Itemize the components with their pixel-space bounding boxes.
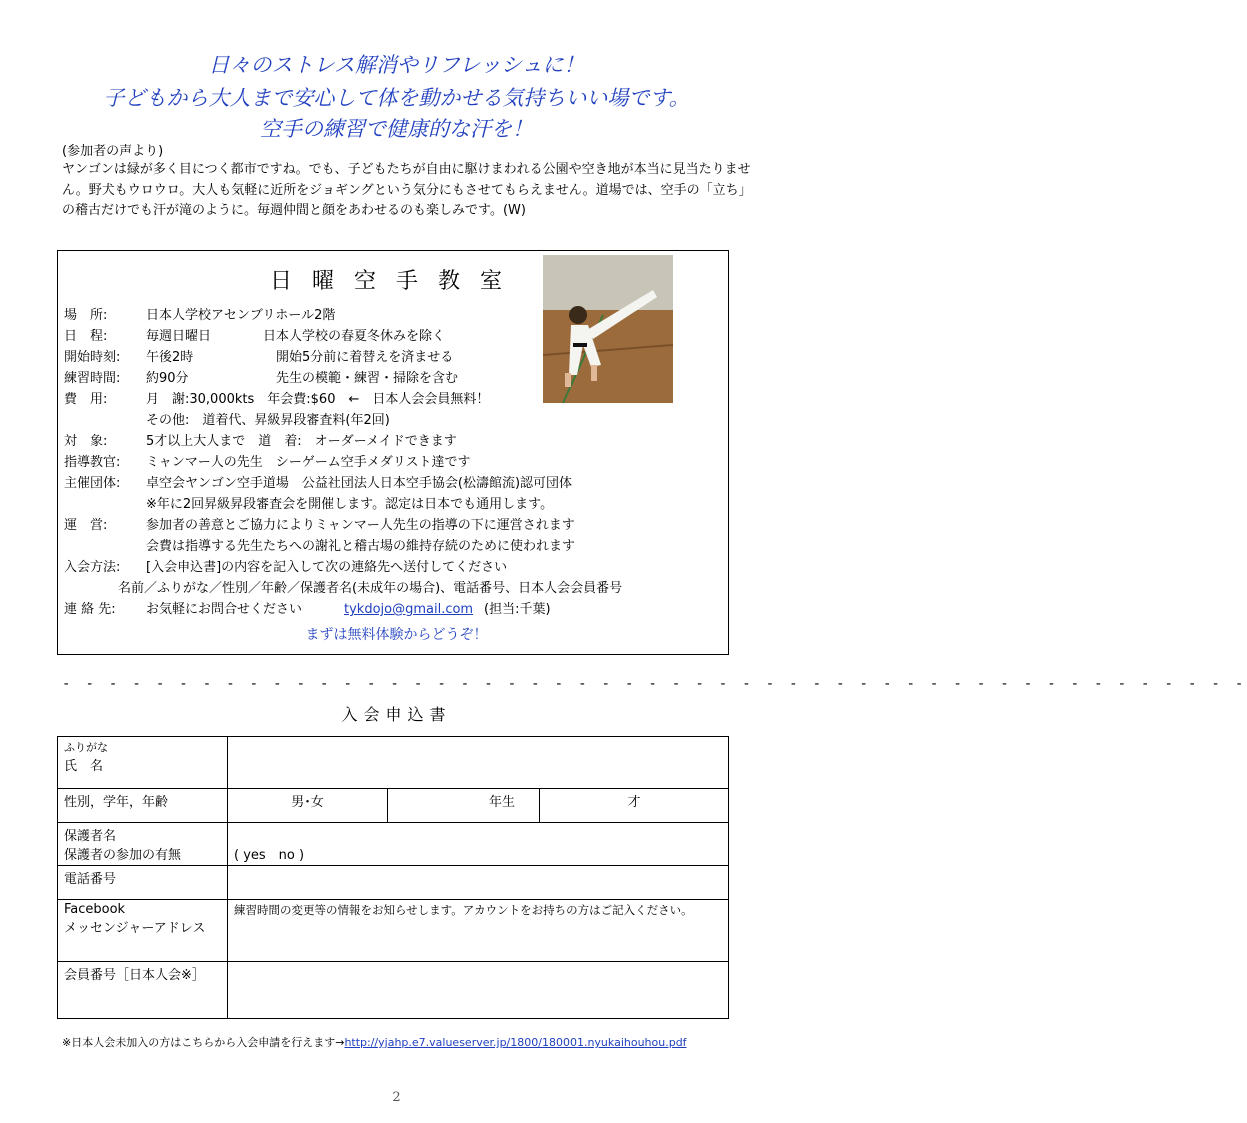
info-value: 月 謝:30,000kts 年会費:$60 ← 日本人会会員無料！ — [146, 392, 490, 407]
headline-line-1: 日々のストレス解消やリフレッシュに！ — [208, 53, 585, 77]
name-label: 氏 名 — [64, 759, 104, 774]
info-value: 会費は指導する先生たちへの謝礼と稽古場の維持存続のために使われます — [146, 539, 576, 554]
name-field[interactable] — [228, 737, 729, 789]
form-row-name — [58, 737, 729, 789]
guardian-name-label: 保護者名 — [64, 829, 117, 844]
info-key: 練習時間: — [64, 371, 121, 386]
info-row-organizer — [64, 475, 572, 493]
page-number: 2 — [392, 1090, 401, 1105]
yes-no-options: ( yes no ) — [234, 848, 305, 863]
info-value: 卓空会ヤンゴン空手道場 公益社団法人日本空手協会(松濤館流)認可団体 — [146, 476, 573, 491]
age-suffix: 才 — [627, 795, 641, 810]
membership-url-link[interactable]: http://yjahp.e7.valueserver.jp/1800/180001.nyukaihouhou.pdf — [344, 1036, 687, 1049]
class-title: 日曜空手教室 — [270, 269, 523, 294]
facebook-label: Facebook — [64, 902, 126, 917]
info-value: 参加者の善意とご協力によりミャンマー人先生の指導の下に運営されます — [146, 518, 575, 533]
info-value: 名前／ふりがな／性別／年齢／保護者名(未成年の場合)、電話番号、日本人会会員番号 — [118, 581, 623, 596]
furigana-label: ふりがな — [64, 741, 108, 754]
age-field[interactable] — [540, 789, 729, 823]
info-value: ※年に2回昇級昇段審査会を開催します。認定は日本でも通用します。 — [146, 497, 554, 512]
info-row-operation-note — [64, 538, 575, 556]
info-row-start-time — [64, 349, 454, 367]
footer-note-text: ※日本人会未加入の方はこちらから入会申請を行えます→ — [62, 1036, 345, 1049]
info-value-note: 開始5分前に着替えを済ませる — [276, 350, 454, 365]
info-key: 日 程: — [64, 329, 108, 344]
application-form-table — [57, 736, 729, 1019]
gender-options: 男･女 — [291, 795, 324, 810]
info-row-organizer-note — [64, 496, 553, 514]
form-row-member — [58, 962, 729, 1019]
info-value-note: 先生の模範・練習・掃除を含む — [276, 371, 459, 386]
guardian-join-label: 保護者の参加の有無 — [64, 848, 182, 863]
member-number-field[interactable] — [228, 962, 729, 1019]
info-key: 運 営: — [64, 518, 108, 533]
info-row-duration — [64, 370, 459, 388]
info-row-join-fields — [118, 580, 622, 598]
info-row-schedule — [64, 328, 446, 346]
info-value: ミャンマー人の先生 シーゲーム空手メダリスト達です — [146, 455, 471, 470]
grade-field[interactable] — [388, 789, 540, 823]
info-key: 連 絡 先: — [64, 602, 116, 617]
free-trial-text: まずは無料体験からどうぞ！ — [305, 627, 488, 643]
form-title: 入会申込書 — [341, 705, 452, 724]
info-key: 指導教官: — [64, 455, 121, 470]
phone-field[interactable] — [228, 866, 729, 900]
info-value: [入会申込書]の内容を記入して次の連絡先へ送付してください — [146, 560, 508, 575]
info-value: 毎週日曜日 — [146, 329, 212, 344]
gender-grade-age-label: 性別，学年，年齢 — [58, 789, 228, 823]
messenger-label: メッセンジャーアドレス — [64, 921, 206, 936]
voice-label: (参加者の声より) — [62, 144, 164, 159]
info-key: 主催団体: — [64, 476, 121, 491]
info-row-contact — [64, 601, 551, 619]
headline-line-2: 子どもから大人まで安心して体を動かせる気持ちいい場です。 — [103, 86, 690, 110]
info-row-target — [64, 433, 457, 451]
info-row-join-method — [64, 559, 507, 577]
cut-line-divider: - - - - - - - - - - - - - - - - - - - - - - - - - - - - - - - - - - - - - - - - - - - - - - - - - - - — [62, 676, 1247, 692]
voice-text: ヤンゴンは緑が多く目につく都市ですね。でも、子どもたちが自由に駆けまわれる公園や空き地が本当に見当たりません。野犬もウロウロ。大人も気軽に近所をジョギングという気分にもさせてもらえません。道場では、空手の「立ち」の稽古だけでも汗が滝のように。毎週仲間と顔をあわせるのも楽しみです。(W) — [62, 162, 752, 218]
info-value: 日本人学校アセンブリホール2階 — [146, 308, 336, 323]
info-key: 開始時刻: — [64, 350, 121, 365]
form-row-phone — [58, 866, 729, 900]
facebook-field[interactable] — [228, 900, 729, 962]
form-row-facebook — [58, 900, 729, 962]
phone-label: 電話番号 — [58, 866, 228, 900]
info-value-note: 日本人学校の春夏冬休みを除く — [263, 329, 446, 344]
form-row-guardian — [58, 823, 729, 866]
info-value: 5才以上大人まで 道 着: オーダーメイドできます — [146, 434, 457, 449]
grade-suffix: 年生 — [488, 795, 515, 810]
gender-field[interactable] — [228, 789, 388, 823]
contact-person: (担当:千葉) — [484, 602, 551, 617]
info-row-place — [64, 307, 335, 325]
member-number-label: 会員番号［日本人会※］ — [58, 962, 228, 1019]
guardian-field[interactable] — [228, 823, 729, 866]
info-row-fee — [64, 391, 489, 409]
info-key: 場 所: — [64, 308, 108, 323]
footer-note — [62, 1034, 687, 1050]
karate-photo — [543, 255, 673, 403]
info-row-operation — [64, 517, 575, 535]
info-value: その他: 道着代、昇級昇段審査料(年2回) — [146, 413, 390, 428]
contact-text: お気軽にお問合せください — [146, 602, 303, 617]
info-value: 午後2時 — [146, 350, 194, 365]
info-key: 対 象: — [64, 434, 108, 449]
info-value: 約90分 — [146, 371, 189, 386]
info-key: 費 用: — [64, 392, 108, 407]
info-key: 入会方法: — [64, 560, 121, 575]
info-row-fee-other — [64, 412, 390, 430]
info-row-instructor — [64, 454, 470, 472]
headline-line-3: 空手の練習で健康的な汗を！ — [260, 117, 533, 141]
form-row-gender — [58, 789, 729, 823]
contact-email-link[interactable]: tykdojo@gmail.com — [344, 602, 474, 617]
facebook-note: 練習時間の変更等の情報をお知らせします。アカウントをお持ちの方はご記入ください。 — [234, 903, 693, 917]
